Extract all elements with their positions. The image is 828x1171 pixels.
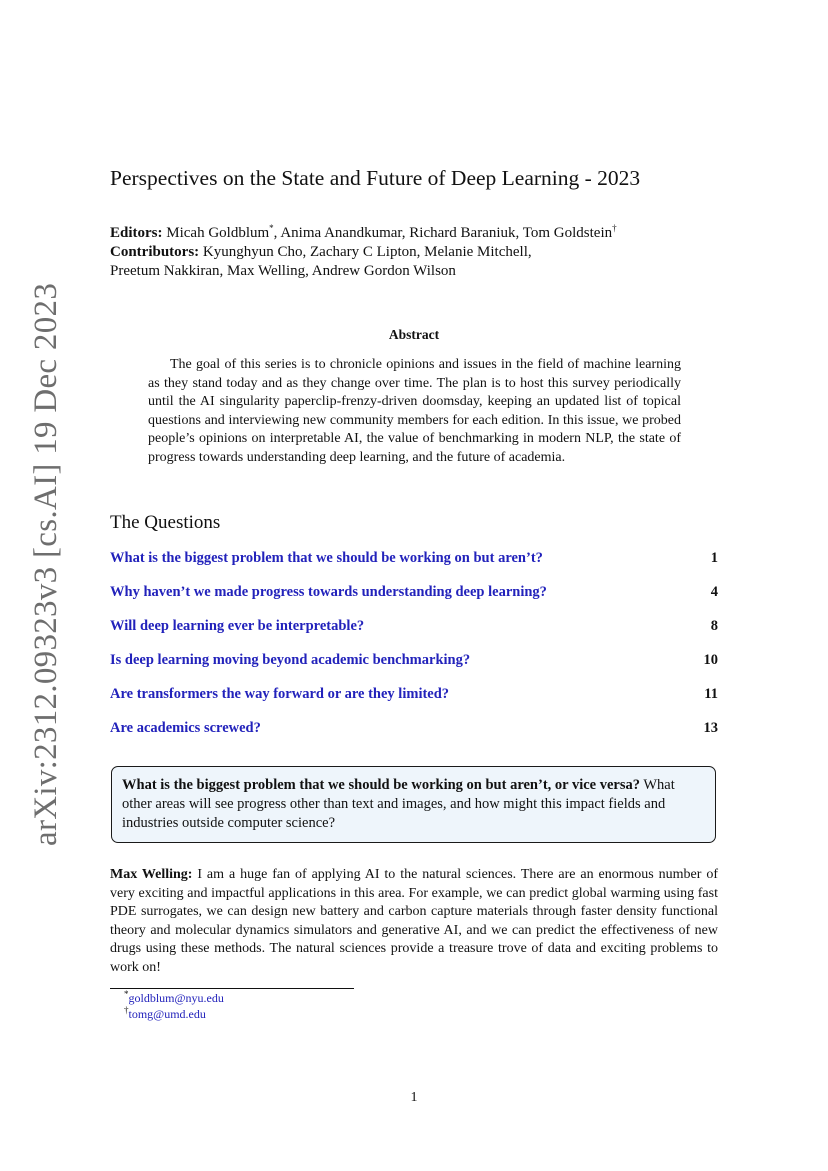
footnote-rule <box>110 988 354 989</box>
editor-name-goldblum: Micah Goldblum <box>166 225 270 241</box>
toc-page: 8 <box>710 618 718 634</box>
contributors-label: Contributors: <box>110 244 200 260</box>
toc-page: 11 <box>704 686 718 702</box>
footnote-mark: † <box>124 1005 129 1015</box>
toc-link[interactable]: Why haven’t we made progress towards understanding deep learning? <box>110 584 547 600</box>
contributors-names-1: Kyunghyun Cho, Zachary C Lipton, Melanie Mitchell, <box>202 244 532 260</box>
toc-entry <box>110 652 718 672</box>
footnote-email[interactable]: goldblum@nyu.edu <box>128 991 224 1005</box>
contributors-line-2: Preetum Nakkiran, Max Welling, Andrew Gordon Wilson <box>110 263 456 279</box>
question-box <box>111 766 716 843</box>
arxiv-stamp: arXiv:2312.09323v3 [cs.AI] 19 Dec 2023 <box>28 282 64 846</box>
footnote <box>124 991 224 1006</box>
toc-entry <box>110 720 718 740</box>
footnote-mark-dagger[interactable]: † <box>612 223 617 233</box>
questions-heading: The Questions <box>110 512 221 533</box>
abstract-heading: Abstract <box>388 327 440 342</box>
answer-speaker: Max Welling: <box>110 867 193 882</box>
toc-page: 13 <box>703 720 718 736</box>
footnote <box>124 1007 206 1022</box>
footnote-mark: * <box>124 989 129 999</box>
answer-text: I am a huge fan of applying AI to the natural sciences. There are an enormous number of very exciting and impactful applications in this area. For example, we can predict global warming using fast PDE surrogates, we can design new battery and carbon capture materials through faster density functional theory and molecular dynamics simulators and generative AI, and we can predict the effectiveness of new drugs using these methods. The natural sciences provide a treasure trove of data and exciting problems to work on! <box>110 867 718 975</box>
editors-line: Editors: Micah Goldblum*, Anima Anandkumar, Richard Baraniuk, Tom Goldstein† <box>110 223 617 241</box>
page-number: 1 <box>410 1090 418 1105</box>
toc-link[interactable]: Is deep learning moving beyond academic benchmarking? <box>110 652 471 668</box>
toc-entry <box>110 686 718 706</box>
toc-entry <box>110 584 718 604</box>
toc-page: 4 <box>710 584 718 600</box>
editors-label: Editors: <box>110 225 163 241</box>
toc-entry <box>110 550 718 570</box>
toc-link[interactable]: Are transformers the way forward or are they limited? <box>110 686 450 702</box>
toc-entry <box>110 618 718 638</box>
toc-link[interactable]: Are academics screwed? <box>110 720 261 736</box>
footnote-email[interactable]: tomg@umd.edu <box>128 1007 206 1021</box>
editor-names: Anima Anandkumar, Richard Baraniuk, Tom Goldstein <box>280 225 613 241</box>
question-box-bold: What is the biggest problem that we should be working on but aren’t, or vice versa? <box>122 777 640 793</box>
toc-link[interactable]: Will deep learning ever be interpretable? <box>110 618 365 634</box>
abstract-body: The goal of this series is to chronicle opinions and issues in the field of machine learning as they stand today and as they change over time. The plan is to host this survey periodically until the AI singularity paperclip-frenzy-driven doomsday, keeping an updated list of topical questions and interviewing new community members for each edition. In this issue, we probed people’s opinions on interpretable AI, the value of benchmarking in modern NLP, the state of progress towards understanding deep learning, and the future of academia. <box>148 357 681 465</box>
toc-link[interactable]: What is the biggest problem that we should be working on but aren’t? <box>110 550 543 566</box>
footnote-mark-star[interactable]: * <box>269 223 274 233</box>
answer-paragraph <box>110 866 718 978</box>
paper-title: Perspectives on the State and Future of Deep Learning - 2023 <box>110 166 641 190</box>
question-box-rest: What other areas will see progress other than text and images, and how might this impact fields and industries outside computer science? <box>122 777 675 831</box>
toc-page: 1 <box>710 550 718 566</box>
toc-page: 10 <box>703 652 718 668</box>
contributors-line <box>110 243 730 262</box>
